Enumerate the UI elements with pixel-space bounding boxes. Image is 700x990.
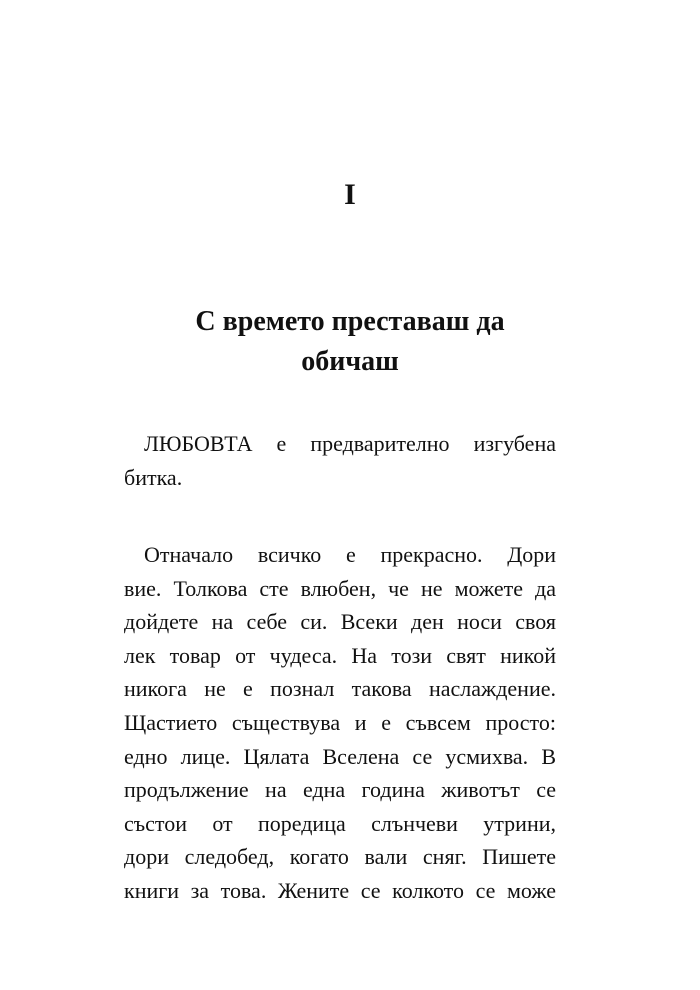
chapter-title-line: С времето преставаш да — [195, 306, 505, 337]
text-line: книги за това. Жените се колкото се може — [124, 877, 556, 903]
text-line: едно лице. Цялата Вселена се усмихва. В — [124, 743, 556, 769]
text-line: ЛЮБОВТА е предварително изгубена — [144, 431, 556, 456]
text-line: битка. — [124, 464, 183, 490]
text-line: никога не е познал такова наслаждение. — [124, 676, 556, 702]
text-line: Щастието съществува и е съвсем просто: — [124, 709, 556, 735]
text-line: дори следобед, когато вали сняг. Пишете — [124, 844, 556, 870]
chapter-title — [150, 302, 550, 382]
chapter-number: I — [344, 178, 356, 211]
text-line: състои от поредица слънчеви утрини, — [124, 810, 556, 836]
text-line: дойдете на себе си. Всеки ден носи своя — [124, 609, 556, 635]
chapter-title-line: обичаш — [301, 346, 399, 377]
text-line: Отначало всичко е прекрасно. Дори — [144, 542, 556, 567]
paragraph — [124, 538, 556, 908]
paragraph — [124, 427, 556, 494]
text-line: продължение на една година животът се — [124, 777, 556, 803]
text-line: вие. Толкова сте влюбен, че не можете да — [124, 575, 556, 601]
text-line: лек товар от чудеса. На този свят никой — [124, 642, 556, 668]
